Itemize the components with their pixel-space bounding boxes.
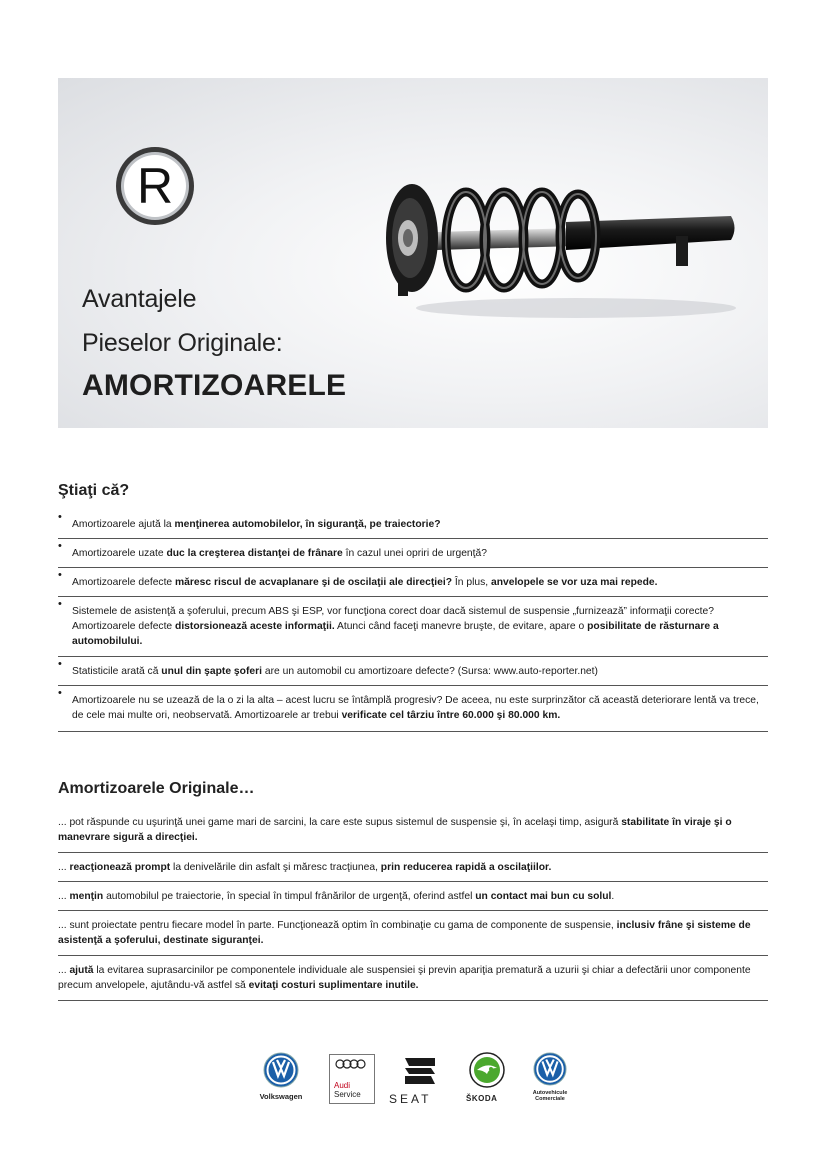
list-item-text: ... bbox=[58, 891, 70, 902]
audi-service-logo bbox=[329, 1054, 375, 1104]
hero-banner bbox=[58, 78, 768, 428]
hero-title: AMORTIZOARELE bbox=[82, 369, 347, 402]
list-item-text: ... bbox=[58, 965, 70, 976]
list-item-text: Atunci când faceţi manevre bruşte, de evitare, apare o bbox=[334, 621, 588, 632]
skoda-logo-icon bbox=[469, 1052, 505, 1088]
volkswagen-label: Volkswagen bbox=[259, 1092, 303, 1101]
list-item-bold-text: distorsionează aceste informaţii. bbox=[175, 621, 335, 632]
list-item bbox=[58, 510, 768, 539]
facts-list bbox=[58, 510, 768, 732]
list-item-bold-text: verificate cel târziu între 60.000 şi 80.000 km. bbox=[341, 710, 561, 721]
list-item-text: Amortizoarele ajută la bbox=[72, 519, 175, 530]
list-item bbox=[58, 956, 768, 1001]
audi-rings-icon bbox=[335, 1059, 369, 1069]
list-item-bold-text: măresc riscul de acvaplanare şi de oscilaţii ale direcţiei? bbox=[175, 577, 453, 588]
vw-commercial-label-line1: Autovehicule bbox=[532, 1090, 568, 1096]
list-item bbox=[58, 808, 768, 853]
list-item-text: Statisticile arată că bbox=[72, 666, 162, 677]
list-item-text: la evitarea suprasarcinilor pe componentele individuale ale suspensiei şi previn apariţia prematură a uzurii şi chiar a defectării unor componente precum anvelopele, ajutându-vă astfel să bbox=[58, 965, 751, 991]
shock-absorber-strut-image bbox=[376, 170, 748, 330]
seat-label: SEAT bbox=[389, 1092, 432, 1106]
list-item-bold-text: stabilitate în viraje şi o manevrare sigură a direcţiei. bbox=[58, 817, 732, 843]
list-item-bold-text: anvelopele se vor uza mai repede. bbox=[490, 577, 658, 588]
audi-label: Audi bbox=[334, 1081, 351, 1090]
brand-logos bbox=[255, 1052, 575, 1112]
audi-service-label: Service bbox=[334, 1090, 361, 1099]
skoda-label: ŠKODA bbox=[466, 1094, 498, 1103]
list-item-bold-text: duc la creşterea distanţei de frânare bbox=[166, 548, 343, 559]
list-item-text: Amortizoarele uzate bbox=[72, 548, 167, 559]
vw-commercial-label bbox=[525, 1090, 575, 1102]
list-item-text: ... pot răspunde cu uşurinţă unei game mari de sarcini, la care este supus sistemul de suspensie şi, în acelaşi timp, asigură bbox=[58, 817, 622, 828]
list-item-text: ... sunt proiectate pentru fiecare model în parte. Funcţionează optim în combinaţie cu gama de componente de suspensie, bbox=[58, 920, 617, 931]
list-item-text: la denivelările din asfalt şi măresc tracţiunea, bbox=[170, 862, 381, 873]
list-item bbox=[58, 568, 768, 597]
seat-logo-icon bbox=[403, 1054, 437, 1088]
list-item-bold-text: menţin bbox=[69, 891, 104, 902]
list-item-bold-text: posibilitate de răsturnare a automobilului. bbox=[72, 621, 719, 647]
hero-subtitle-line1: Avantajele bbox=[82, 285, 197, 313]
list-item-bold-text: reacţionează prompt bbox=[69, 862, 171, 873]
list-item bbox=[58, 882, 768, 911]
hero-subtitle-line2: Pieselor Originale: bbox=[82, 329, 283, 357]
section-title-stiati-ca: Ştiaţi că? bbox=[58, 482, 130, 499]
list-item-text: În plus, bbox=[452, 577, 491, 588]
list-item-text: în cazul unei opriri de urgenţă? bbox=[342, 548, 487, 559]
list-item-bold-text: unul din şapte şoferi bbox=[161, 666, 262, 677]
list-item-text: ... bbox=[58, 862, 70, 873]
list-item-bold-text: prin reducerea rapidă a oscilaţiilor. bbox=[380, 862, 552, 873]
benefits-list bbox=[58, 808, 768, 1001]
list-item-text: Amortizoarele nu se uzează de la o zi la alta – acest lucru se întâmplă progresiv? De aceea, nu este surprinzător că această deteriorare lentă va trece, de cele mai multe ori, neobservată. Amortizoarele ar trebui bbox=[72, 695, 759, 721]
list-item-text: automobilul pe traiectorie, în special în timpul frânărilor de urgenţă, oferind astfel bbox=[103, 891, 476, 902]
list-item-bold-text: inclusiv frâne şi sisteme de asistenţă a şoferului, destinate siguranţei. bbox=[58, 920, 751, 946]
list-item bbox=[58, 911, 768, 956]
list-item-text: . bbox=[611, 891, 615, 902]
list-item bbox=[58, 539, 768, 568]
list-item bbox=[58, 657, 768, 686]
list-item-bold-text: ajută bbox=[69, 965, 94, 976]
list-item-text: Amortizoarele defecte bbox=[72, 577, 176, 588]
list-item-bold-text: evitaţi costuri suplimentare inutile. bbox=[248, 980, 419, 991]
list-item bbox=[58, 597, 768, 657]
logo-letter: R bbox=[136, 158, 174, 214]
volkswagen-logo-icon bbox=[263, 1052, 299, 1088]
vw-commercial-logo-icon bbox=[533, 1052, 567, 1086]
list-item-bold-text: menţinerea automobilelor, în siguranţă, pe traiectorie? bbox=[174, 519, 441, 530]
list-item bbox=[58, 853, 768, 882]
list-item bbox=[58, 686, 768, 732]
reparatie-r-logo-icon bbox=[114, 145, 196, 227]
section-title-amortizoarele-originale: Amortizoarele Originale… bbox=[58, 780, 255, 797]
list-item-text: are un automobil cu amortizoare defecte? (Sursa: www.auto-reporter.net) bbox=[261, 666, 598, 677]
vw-commercial-label-line2: Comerciale bbox=[535, 1096, 565, 1102]
list-item-text: Sistemele de asistenţă a şoferului, precum ABS şi ESP, vor funcţiona corect doar dacă sistemul de suspensie „furnizează” informaţii corecte? Amortizoarele defecte bbox=[72, 606, 714, 632]
list-item-bold-text: un contact mai bun cu solul bbox=[475, 891, 612, 902]
